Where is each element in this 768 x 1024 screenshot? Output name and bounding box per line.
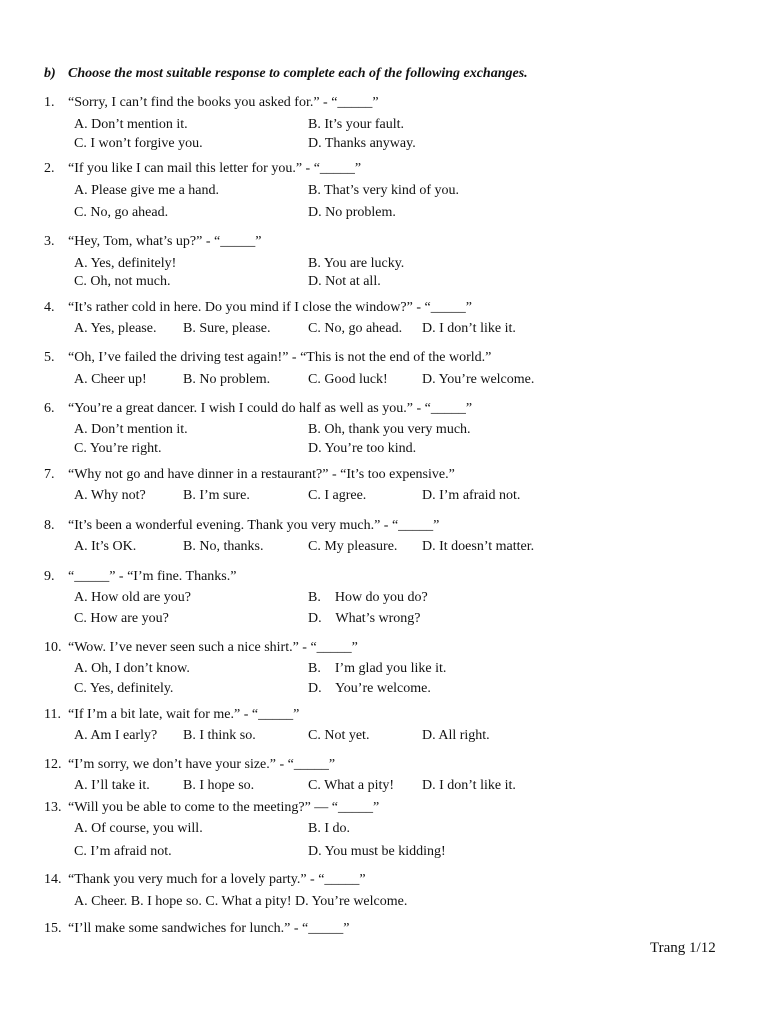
question-14 <box>44 871 366 889</box>
question-text: “Wow. I’ve never seen such a nice shirt.” - “_____” <box>68 640 358 655</box>
option-d: D. I don’t like it. <box>422 321 516 336</box>
section-heading <box>44 66 528 82</box>
question-1 <box>44 94 379 112</box>
options-line: A. Cheer. B. I hope so. C. What a pity! D. You’re welcome. <box>74 894 408 909</box>
question-4 <box>44 299 472 317</box>
option-d: D. All right. <box>422 728 490 743</box>
question-13 <box>44 799 379 817</box>
question-number: 11. <box>44 707 61 722</box>
question-number: 8. <box>44 518 55 533</box>
option-b: B. No, thanks. <box>183 539 264 554</box>
question-15 <box>44 920 349 938</box>
option-b: B. No problem. <box>183 372 271 387</box>
question-text: “Thank you very much for a lovely party.” - “_____” <box>68 872 366 887</box>
option-c: C. Good luck! <box>308 372 388 387</box>
option-c: C. I agree. <box>308 488 367 503</box>
question-text: “You’re a great dancer. I wish I could do half as well as you.” - “_____” <box>68 401 473 416</box>
question-2 <box>44 160 361 178</box>
option-c: C. Not yet. <box>308 728 370 743</box>
question-number: 9. <box>44 569 55 584</box>
option-a: A. Cheer up! <box>74 372 147 387</box>
option-b: B. You are lucky. <box>308 256 405 271</box>
option-d: D. You must be kidding! <box>308 844 446 859</box>
option-a: A. Don’t mention it. <box>74 422 188 437</box>
question-number: 4. <box>44 300 55 315</box>
option-b: B. I’m glad you like it. <box>308 661 447 676</box>
section-instruction: Choose the most suitable response to complete each of the following exchanges. <box>68 66 528 81</box>
question-number: 3. <box>44 234 55 249</box>
question-10 <box>44 639 358 657</box>
question-text: “If you like I can mail this letter for you.” - “_____” <box>68 161 362 176</box>
option-a: A. Don’t mention it. <box>74 117 188 132</box>
question-number: 2. <box>44 161 55 176</box>
option-d: D. I don’t like it. <box>422 778 516 793</box>
question-text: “If I’m a bit late, wait for me.” - “_____” <box>68 707 300 722</box>
option-c: C. Oh, not much. <box>74 274 171 289</box>
question-text: “_____” - “I’m fine. Thanks.” <box>68 569 237 584</box>
question-text: “I’ll make some sandwiches for lunch.” - “_____” <box>68 921 350 936</box>
option-b: B. Oh, thank you very much. <box>308 422 471 437</box>
option-a: A. Yes, definitely! <box>74 256 177 271</box>
question-text: “Hey, Tom, what’s up?” - “_____” <box>68 234 262 249</box>
option-d: D. You’re welcome. <box>308 681 431 696</box>
option-d: D. What’s wrong? <box>308 611 421 626</box>
option-b: B. I think so. <box>183 728 256 743</box>
question-number: 6. <box>44 401 55 416</box>
option-b: B. That’s very kind of you. <box>308 183 460 198</box>
option-a: A. It’s OK. <box>74 539 137 554</box>
option-d: D. Not at all. <box>308 274 381 289</box>
question-number: 7. <box>44 467 55 482</box>
question-number: 13. <box>44 800 62 815</box>
question-text: “It’s been a wonderful evening. Thank you very much.” - “_____” <box>68 518 440 533</box>
option-b: B. I’m sure. <box>183 488 250 503</box>
question-text: “Why not go and have dinner in a restaurant?” - “It’s too expensive.” <box>68 467 455 482</box>
page-number: Trang 1/12 <box>650 940 716 956</box>
option-a: A. I’ll take it. <box>74 778 150 793</box>
option-a: A. Of course, you will. <box>74 821 203 836</box>
question-12 <box>44 756 335 774</box>
question-number: 12. <box>44 757 62 772</box>
question-5 <box>44 349 491 367</box>
option-d: D. It doesn’t matter. <box>422 539 535 554</box>
option-b: B. It’s your fault. <box>308 117 405 132</box>
option-c: C. What a pity! <box>308 778 395 793</box>
option-b: B. Sure, please. <box>183 321 271 336</box>
option-c: C. No, go ahead. <box>308 321 403 336</box>
question-number: 10. <box>44 640 62 655</box>
question-number: 1. <box>44 95 55 110</box>
question-3 <box>44 233 261 251</box>
option-c: C. Yes, definitely. <box>74 681 174 696</box>
option-a: A. Please give me a hand. <box>74 183 220 198</box>
option-d: D. You’re welcome. <box>422 372 535 387</box>
option-b: B. How do you do? <box>308 590 428 605</box>
question-text: “Will you be able to come to the meeting?” — “_____” <box>68 800 380 815</box>
option-d: D. You’re too kind. <box>308 441 417 456</box>
question-8 <box>44 517 439 535</box>
question-number: 5. <box>44 350 55 365</box>
option-c: C. My pleasure. <box>308 539 398 554</box>
question-number: 15. <box>44 921 62 936</box>
option-a: A. Yes, please. <box>74 321 157 336</box>
option-d: D. Thanks anyway. <box>308 136 416 151</box>
option-c: C. You’re right. <box>74 441 162 456</box>
option-a: A. Oh, I don’t know. <box>74 661 190 676</box>
question-number: 14. <box>44 872 62 887</box>
option-d: D. I’m afraid not. <box>422 488 521 503</box>
question-text: “Oh, I’ve failed the driving test again!” - “This is not the end of the world.” <box>68 350 492 365</box>
question-9 <box>44 568 236 586</box>
option-c: C. No, go ahead. <box>74 205 169 220</box>
option-d: D. No problem. <box>308 205 396 220</box>
option-a: A. How old are you? <box>74 590 192 605</box>
option-c: C. I won’t forgive you. <box>74 136 203 151</box>
option-c: C. How are you? <box>74 611 169 626</box>
question-text: “Sorry, I can’t find the books you asked for.” - “_____” <box>68 95 379 110</box>
option-a: A. Am I early? <box>74 728 158 743</box>
question-text: “I’m sorry, we don’t have your size.” - “_____” <box>68 757 336 772</box>
section-part-label: b) <box>44 66 56 81</box>
option-b: B. I hope so. <box>183 778 255 793</box>
question-11 <box>44 706 299 724</box>
question-7 <box>44 466 455 484</box>
option-b: B. I do. <box>308 821 350 836</box>
question-text: “It’s rather cold in here. Do you mind if I close the window?” - “_____” <box>68 300 472 315</box>
question-6 <box>44 400 472 418</box>
option-c: C. I’m afraid not. <box>74 844 172 859</box>
option-a: A. Why not? <box>74 488 146 503</box>
